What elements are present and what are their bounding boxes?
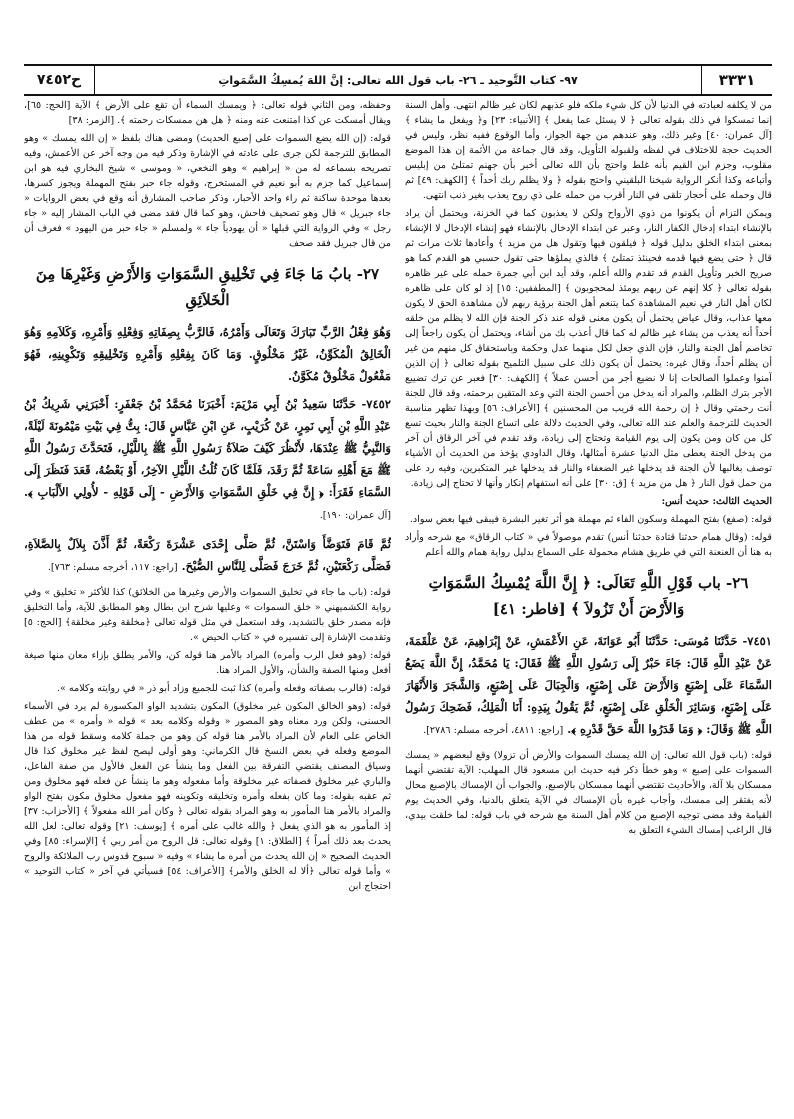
hadith-reference: [راجع: ٤٨١١، أخرجه مسلم: ٢٧٨٦]. [423,725,564,736]
chapter-heading: ٢٧- بابُ مَا جَاءَ فِي تَخْلِيقِ السَّمَوَاتِ وَالأَرْضِ وَغَيْرِهَا مِنَ الْخَلاَئِقِ [35,265,380,309]
paragraph: قوله: (فالرب بصفاته وفعله وأمره) كذا ثبت للجميع وزاد أبو ذر « في روايته وكلامه ». [56,683,391,694]
paragraph: قوله: (باب ما جاء في تخليق السموات والأرض وغيرها من الخلائق) كذا للأكثر « تخليق » وفي رواية الكشميهني « خلق السموات » وعليها شرح ابن بطال وهو المطابق للآية، وأما التخليق فإنه مصدر خلق بالتشديد، وقد استعمل في مثل قوله تعالى ﴿مخلقة وغير مخلقة﴾ [الحج: ٥] وتقدمت الإشارة إلى تفسيره في « كتاب الحيض ». [24,587,391,643]
text-columns [24,98,772,1108]
hadith-text [24,393,391,527]
running-title: ٩٧- كتاب التَّوحيد ـ ٢٦- باب قول الله تعالى: إنَّ اللهَ يُمسِكُ السَّمَواتِ [94,66,702,94]
paragraph: قوله: (صفع) بفتح المهملة وسكون الفاء ثم مهملة هو أثر تغير البشرة فيبقى فيها بعض سواد. [409,514,772,525]
left-column [24,98,391,1108]
paragraph: قوله: (وهو الخالق المكون غير مخلوق) المكون بتشديد الواو المكسورة لم يرد في الأسماء الحسنى، ولكن ورد معناه وهو المصور « وقوله وكلامه بعد » قوله « وأمره » من عطف الخاص على العام لأن المراد بالأمر هنا قوله كن وهو من جملة كلامه وسقط قوله من هذا الموضع وفعله في بعض النسخ قال الكرماني: وهو أولى ليصح لفظ غير مخلوق كذا قال وسياق المصنف يقتضي التفرقة بين الفعل وما ينشأ عن الفعل فالأول من صفة الفاعل، والباري غير مخلوق فصفاته غير مخلوقة وأما مفعوله وهو ما ينشأ عن فعله فهو مخلوق ومن ثم عقبه بقوله: وما كان بفعله وأمره وتخليقه وتكوينه فهو مفعول مخلوق مكون بفتح الواو والمراد بالأمر هنا المأمور به وهو المراد بقوله تعالى ﴿ وكان أمر الله مفعولاً ﴾ [الأحزاب: ٣٧] إذ المأمور به هو الذي يفعل ﴿ والله غالب على أمره ﴾ [يوسف: ٢١] وقوله تعالى: لعل الله يحدث بعد ذلك أمراً ﴾ [الطلاق: ١] وقوله تعالى: قل الروح من أمر ربي ﴾ [الإسراء: ٨٥] وفي الحديث الصحيح « إن الله يحدث من أمره ما يشاء » وفيه « سبوح قدوس رب الملائكة والروح » وأما قوله تعالى ﴿ألا له الخلق والأمر﴾ [الأعراف: ٥٤] فسيأتي في آخر « كتاب التوحيد » احتجاج ابن [24,701,391,892]
subheading: الحديث الثالث: حديث أنس: [661,496,772,507]
hadith-body: ٧٤٥٢- حَدَّثَنَا سَعِيدُ بْنُ أَبِي مَرْيَمَ: أَخْبَرَنَا مُحَمَّدُ بْنُ جَعْفَرٍ: أَخْبَرَنِي شَرِيكُ بْنُ عَبْدِ اللَّهِ بْنِ أَبِي نَمِرٍ، عَنْ كُرَيْبٍ، عَنِ ابْنِ عَبَّاسٍ قَالَ: بِتُّ فِي بَيْتِ مَيْمُونَةَ لَيْلَةً، وَالنَّبِيُّ ﷺ عِنْدَهَا، لأَنْظُرَ كَيْفَ صَلاَةُ رَسُولِ اللَّهِ ﷺ بِاللَّيْلِ، فَتَحَدَّثَ رَسُولُ اللَّهِ ﷺ مَعَ أَهْلِهِ سَاعَةً ثُمَّ رَقَدَ، فَلَمَّا كَانَ ثُلُثُ اللَّيْلِ الآخِرُ، أَوْ بَعْضُهُ، قَعَدَ فَنَظَرَ إِلَى السَّمَاءِ فَقَرَأَ: ﴿ إِنَّ فِي خَلْقِ السَّمَوَاتِ وَالأَرْضِ - إِلَى قَوْلِهِ - لأُولِي الأَلْبَابِ ﴾. [24,397,391,499]
hadith-body: ٧٤٥١- حَدَّثَنَا مُوسَى: حَدَّثَنَا أَبُو عَوَانَةَ، عَنِ الأَعْمَشِ، عَنْ إِبْرَاهِيمَ، عَنْ عَلْقَمَةَ، عَنْ عَبْدِ اللَّهِ قَالَ: جَاءَ حَبْرٌ إِلَى رَسُولِ اللَّهِ ﷺ فَقَالَ: يَا مُحَمَّدُ، إِنَّ اللَّهَ يَضَعُ السَّمَاءَ عَلَى إِصْبَعٍ وَالأَرْضَ عَلَى إِصْبَعٍ، وَالْجِبَالَ عَلَى إِصْبَعٍ، وَالشَّجَرَ وَالأَنْهَارَ عَلَى إِصْبَعٍ، وَسَائِرَ الْخَلْقِ عَلَى إِصْبَعٍ، ثُمَّ يَقُولُ بِيَدِهِ: أَنَا الْمَلِكُ، فَضَحِكَ رَسُولُ اللَّهِ ﷺ وَقَالَ: ﴿ وَمَا قَدَرُوا اللَّهَ حَقَّ قَدْرِهِ ﴾. [405,634,772,736]
page-header [24,64,772,96]
hadith-body: ثُمَّ قَامَ فَتَوَضَّأَ وَاسْتَنَّ، ثُمَّ صَلَّى إِحْدَى عَشْرَةَ رَكْعَةً، ثُمَّ أَذَّنَ بِلاَلٌ بِالصَّلاَةِ، فَصَلَّى رَكْعَتَيْنِ، ثُمَّ خَرَجَ فَصَلَّى لِلنَّاسِ الصُّبْحَ. [24,537,391,573]
hadith-reference: [آل عمران: ١٩٠]. [319,510,391,521]
right-column [405,98,772,1108]
paragraph: ويمكن التزام أن يكونوا من ذوي الأرواح ولكن لا يعذبون كما في الخزنة، ويحتمل أن يراد بالإنشاء ابتداء إدخال الكفار النار، وعبر عن ابتداء الإدخال بالإنشاء فهو إنشاء الإدخال لا الإنشاء بمعنى ابتداء الخلق بدليل قوله ﴿ فيلقون فيها وتقول هل من مزيد ﴾ وأعادها ثلاث مرات ثم قال ﴿ حتى يضع فيها قدمه فحينئذ تمتلئ ﴾ فالذي يملؤها حتى تقول حسبي هو القدم كما هو صريح الخبر وتأويل القدم قد تقدم والله أعلم، وقد أيد ابن أبي جمرة حمله على غير ظاهره بقوله تعالى ﴿ كلا إنهم عن ربهم يومئذ لمحجوبون ﴾ [المطففين: ١٥] إذ لو كان على ظاهره لكان أهل النار في نعيم المشاهدة كما يتنعم أهل الجنة برؤية ربهم لأن مشاهدة الحق لا يكون معها عذاب، وقال عياض يحتمل أن يكون معنى قوله عند ذكر الجنة فإن الله لا يظلم من خلقه أحداً أنه يعذب من يشاء غير ظالم له كما قال أعذب بك من أشاء، ويحتمل أن يكون راجعاً إلى تخاصم أهل الجنة والنار، فإن الذي جعل لكل منهما عدل وحكمة وباستحقاق كل منهم من غير أن يظلم أحداً، وقال غيره: يحتمل أن يكون ذلك على سبيل التلميح بقوله تعالى ﴿ إن الذين آمنوا وعملوا الصالحات إنا لا نضيع أجر من أحسن عملاً ﴾ [الكهف: ٣٠] فعبر عن ترك تضييع الأجر بترك الظلم، والمراد أنه يدخل من أحسن الجنة التي وعد المتقين برحمته، وقد قال للجنة أنت رحمتي وقال ﴿ إن رحمة الله قريب من المحسنين ﴾ [الأعراف: ٥٦] وبهذا تظهر مناسبة الحديث للترجمة والعلم عند الله تعالى، وفي الحديث دلالة على اتساع الجنة والنار بحيث تسع كل من كان ومن يكون إلى يوم القيامة وتحتاج إلى زيادة، وقد تقدم في آخر الرقاق أن آخر من يدخل الجنة يعطى مثل الدنيا عشرة أمثالها، وقال الداودي يؤخذ من الحديث أن الأشياء توصف بغالبها لأن الجنة قد يدخلها غير الضعفاء والنار قد يدخلها غير المتكبرين، وفيه رد على من حمل قول النار ﴿ هل من مزيد ﴾ [ق: ٣٠] على أنه استفهام إنكار وأنها لا تحتاج إلى زيادة. [405,208,772,489]
chapter-heading: ٢٦- باب قَوْلِ اللَّهِ تَعَالَى: ﴿ إِنَّ اللَّهَ يُمْسِكُ السَّمَوَاتِ وَالأَرْضَ أَنْ تَزُولاَ ﴾ [فاطر: ٤١] [428,574,749,618]
page-number: ٣٣٣١ [718,71,756,89]
hadith-text [24,533,391,579]
hadith-reference: [راجع: ١١٧، أخرجه مسلم: ٧٦٣]. [47,562,178,573]
paragraph: قوله: (باب قول الله تعالى: إن الله يمسك السموات والأرض أن تزولا) وقع لبعضهم « يمسك السموات على إصبع » وهو خطأ ذكر فيه حديث ابن مسعود قال المهلب: الآية تقتضي أنهما ممسكان بلا آلة، والأحاديث تقتضي أنهما ممسكان بالإصبع، والجواب أن الإمساك بالإصبع محال لأنه يفتقر إلى ممسك، وأجاب غيره بأن الإمساك في الآية يتعلق بالدنيا، وفي الحديث يوم القيامة وقد مضى توجيه الإصبع من كلام أهل السنة مع شرحه في باب قوله: لما خلقت بيدي، قال الراغب إمساك الشيء التعلق به [405,750,772,836]
hadith-range: ح٧٤٥٢ [36,72,82,88]
paragraph: قوله: (وهو فعل الرب وأمره) المراد بالأمر هنا قوله كن، والأمر يطلق بإزاء معان منها صيغة أفعل ومنها الصفة والشأن، والأول المراد هنا. [24,650,391,676]
paragraph: وحفظه، ومن الثاني قوله تعالى: ﴿ ويمسك السماء أن تقع على الأرض ﴾ الآية [الحج: ٦٥]، ويقال أمسكت عن كذا امتنعت عنه ومنه ﴿ هل هن ممسكات رحمته ﴾. [الزمر: ٣٨] [24,100,391,126]
paragraph: قوله: (إن الله يضع السموات على إصبع الحديث) ومضى هناك بلفظ « إن الله يمسك » وهو المطابق للترجمة لكن جرى على عادته في الإشارة وذكر فيه من وجه آخر عن الأعمش، وفيه تصريحه بسماعه له من « إبراهيم » وهو النخعي، « وموسى » شيخ البخاري فيه هو ابن إسماعيل كما جزم به أبو نعيم في المستخرج، وقوله جاء حبر بفتح المهملة ويجوز كسرها، بعدها موحدة ساكنة ثم راء واحد الأحبار، وذكر صاحب المشارق أنه وقع في بعض الروايات « جاء جبريل » قال وهو تصحيف فاحش، وهو كما قال فقد مضى في الباب المشار إليه « جاء رجل » وفي الرواية التي قبلها « أن يهودياً جاء » ولمسلم « جاء حبر من اليهود » فعرف أن من قال جبريل فقد صحف [24,133,391,249]
chapter-text: وَهُوَ فِعْلُ الرَّبِّ تَبَارَكَ وَتَعَالَى وَأَمْرُهُ، فَالرَّبُّ بِصِفَاتِهِ وَفِعْلِهِ وَأَمْرِهِ، وَكَلاَمِهِ وَهُوَ الْخَالِقُ الْمُكَوِّنُ، غَيْرُ مَخْلُوقٍ. وَمَا كَانَ بِفِعْلِهِ وَأَمْرِهِ وَتَخْلِيقِهِ وَتَكْوِينِهِ، فَهُوَ مَفْعُولٌ مَخْلُوقٌ مُكَوَّنٌ. [24,325,391,383]
hadith-text [405,630,772,742]
paragraph: من لا يكلفه لعبادته في الدنيا لأن كل شيء ملكه فلو عذبهم لكان غير ظالم انتهى. وأهل السنة إنما تمسكوا في ذلك بقوله تعالى ﴿ لا يسئل عما يفعل ﴾ [الأنبياء: ٢٣] و﴿ ويفعل ما يشاء ﴾ [آل عمران: ٤٠] وغير ذلك، وهو عندهم من جهة الجواز، وأما الوقوع ففيه نظر، وليس في الحديث حجة للاختلاف في لفظه ولقبوله التأويل، وقد قال جماعة من الأئمة إن هذا الموضع مقلوب، وجزم ابن القيم بأنه غلط واحتج بأن الله تعالى أخبر بأن جهنم تمتلئ من إبليس وأتباعه وكذا أنكر الرواية شيخنا البلقيني واحتج بقوله ﴿ ولا يظلم ربك أحداً ﴾ [الكهف: ٤٩] ثم قال وحمله على أحجار تلقى في النار أقرب من حمله على ذي روح يعذب بغير ذنب انتهى. [405,100,772,201]
paragraph: قوله: (وقال همام حدثنا قتادة حدثنا أنس) تقدم موصولاً في « كتاب الرقاق» مع شرحه وأراد به هنا أن العنعنة التي في طريق هشام محمولة على السماع بدليل رواية همام والله أعلم [405,532,772,558]
